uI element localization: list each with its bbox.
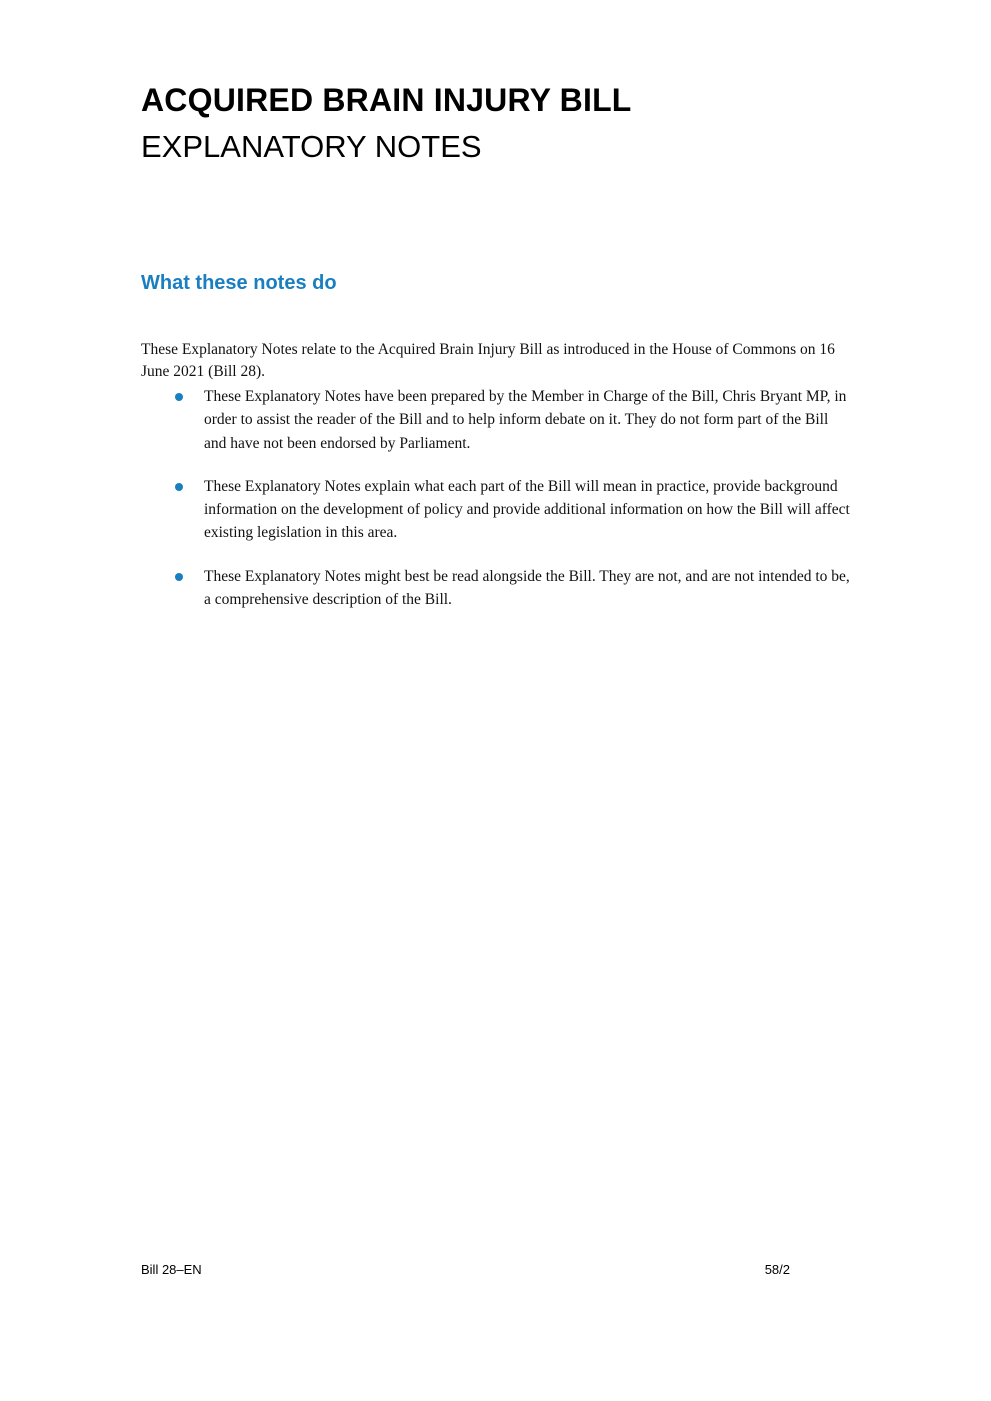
page-title: ACQUIRED BRAIN INJURY BILL — [141, 82, 632, 118]
list-item-text: These Explanatory Notes have been prepared by the Member in Charge of the Bill, Chris Bryant MP, in order to assist the reader of the Bill and to help inform debate on it. They do not form part of the Bill and have not been endorsed by Parliament. — [204, 388, 847, 452]
list-item — [141, 385, 850, 455]
list-item-text: These Explanatory Notes explain what each part of the Bill will mean in practice, provide background information on the development of policy and provide additional information on how the Bill will affect existing legislation in this area. — [204, 477, 850, 542]
page-subtitle: EXPLANATORY NOTES — [141, 129, 482, 164]
section-heading-what-these-notes-do: What these notes do — [141, 272, 337, 294]
bullet-dot-icon — [175, 393, 183, 401]
document-body — [141, 80, 850, 608]
intro-paragraph: These Explanatory Notes relate to the Acquired Brain Injury Bill as introduced in the House of Commons on 16 June 2021 (Bill 28). — [141, 340, 835, 380]
footer-page-number: 58/2 — [764, 1262, 790, 1277]
list-item — [141, 475, 850, 545]
bullet-dot-icon — [175, 483, 183, 491]
list-item — [141, 565, 850, 612]
footer-bill-reference: Bill 28–EN — [141, 1262, 202, 1277]
list-item-text: These Explanatory Notes might best be read alongside the Bill. They are not, and are not intended to be, a comprehensive description of the Bill. — [204, 567, 850, 608]
notes-bullet-list — [141, 385, 850, 631]
bullet-dot-icon — [175, 573, 183, 581]
